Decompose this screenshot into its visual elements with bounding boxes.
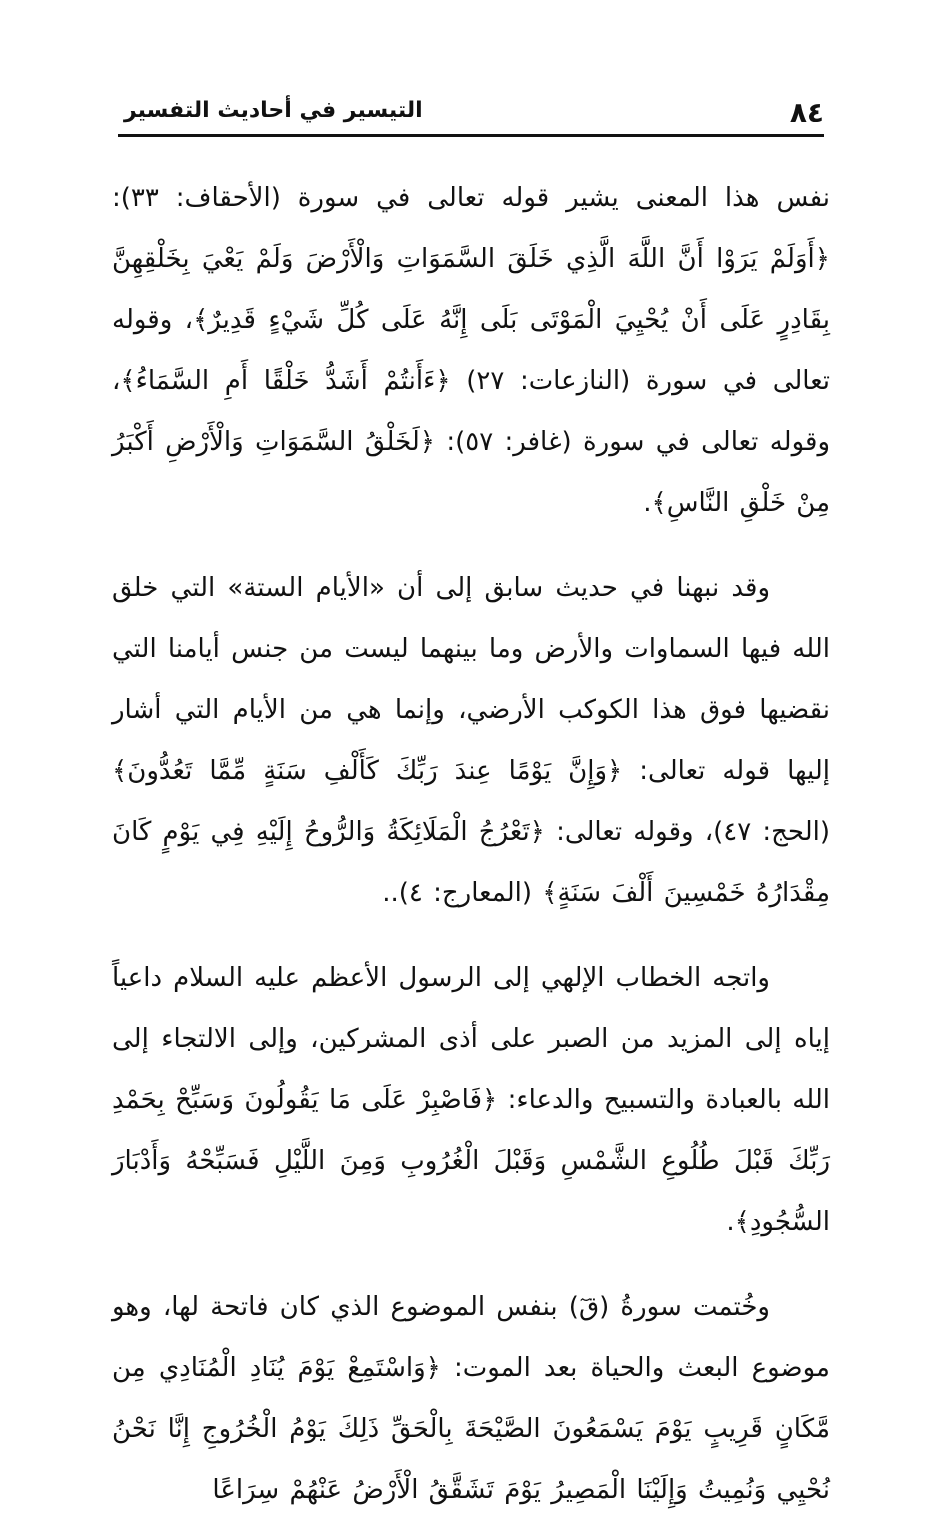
paragraph-3: واتجه الخطاب الإلهي إلى الرسول الأعظم عليه السلام داعياً إياه إلى المزيد من الصبر على أذى المشركين، وإلى الالتجاء إلى الله بالعبادة والتسبيح والدعاء: ﴿فَاصْبِرْ عَلَى مَا يَقُولُونَ وَسَبِّحْ بِحَمْدِ رَبِّكَ قَبْلَ طُلُوعِ الشَّمْسِ وَقَبْلَ الْغُرُوبِ وَمِنَ اللَّيْلِ فَسَبِّحْهُ وَأَدْبَارَ السُّجُودِ﴾. bbox=[112, 963, 830, 1237]
page-number: ٨٤ bbox=[789, 96, 824, 129]
page-body bbox=[112, 168, 830, 1521]
header-rule bbox=[118, 134, 824, 137]
paragraph-2: وقد نبهنا في حديث سابق إلى أن «الأيام الستة» التي خلق الله فيها السماوات والأرض وما بينهما ليست من جنس أيامنا التي نقضيها فوق هذا الكوكب الأرضي، وإنما هي من الأيام التي أشار إليها قوله تعالى: ﴿وَإِنَّ يَوْمًا عِندَ رَبِّكَ كَأَلْفِ سَنَةٍ مِّمَّا تَعُدُّونَ﴾ (الحج: ٤٧)، وقوله تعالى: ﴿تَعْرُجُ الْمَلَائِكَةُ وَالرُّوحُ إِلَيْهِ فِي يَوْمٍ كَانَ مِقْدَارُهُ خَمْسِينَ أَلْفَ سَنَةٍ﴾ (المعارج: ٤).. bbox=[112, 573, 830, 908]
page-header bbox=[118, 96, 824, 130]
running-title: التيسير في أحاديث التفسير bbox=[124, 98, 423, 123]
paragraph-4: وخُتمت سورةُ (قٓ) بنفس الموضوع الذي كان فاتحة لها، وهو موضوع البعث والحياة بعد الموت: ﴿وَاسْتَمِعْ يَوْمَ يُنَادِ الْمُنَادِي مِن مَّكَانٍ قَرِيبٍ يَوْمَ يَسْمَعُونَ الصَّيْحَةَ بِالْحَقِّ ذَلِكَ يَوْمُ الْخُرُوجِ إِنَّا نَحْنُ نُحْيِي وَنُمِيتُ وَإِلَيْنَا الْمَصِيرُ يَوْمَ تَشَقَّقُ الْأَرْضُ عَنْهُمْ سِرَاعًا bbox=[112, 1292, 830, 1505]
paragraph-1: نفس هذا المعنى يشير قوله تعالى في سورة (الأحقاف: ٣٣): ﴿أَوَلَمْ يَرَوْا أَنَّ اللَّهَ الَّذِي خَلَقَ السَّمَوَاتِ وَالْأَرْضَ وَلَمْ يَعْيَ بِخَلْقِهِنَّ بِقَادِرٍ عَلَى أَنْ يُحْيِيَ الْمَوْتَى بَلَى إِنَّهُ عَلَى كُلِّ شَيْءٍ قَدِيرٌ﴾، وقوله تعالى في سورة (النازعات: ٢٧) ﴿ءَأَنتُمْ أَشَدُّ خَلْقًا أَمِ السَّمَاءُ﴾، وقوله تعالى في سورة (غافر: ٥٧): ﴿لَخَلْقُ السَّمَوَاتِ وَالْأَرْضِ أَكْبَرُ مِنْ خَلْقِ النَّاسِ﴾. bbox=[112, 183, 830, 518]
